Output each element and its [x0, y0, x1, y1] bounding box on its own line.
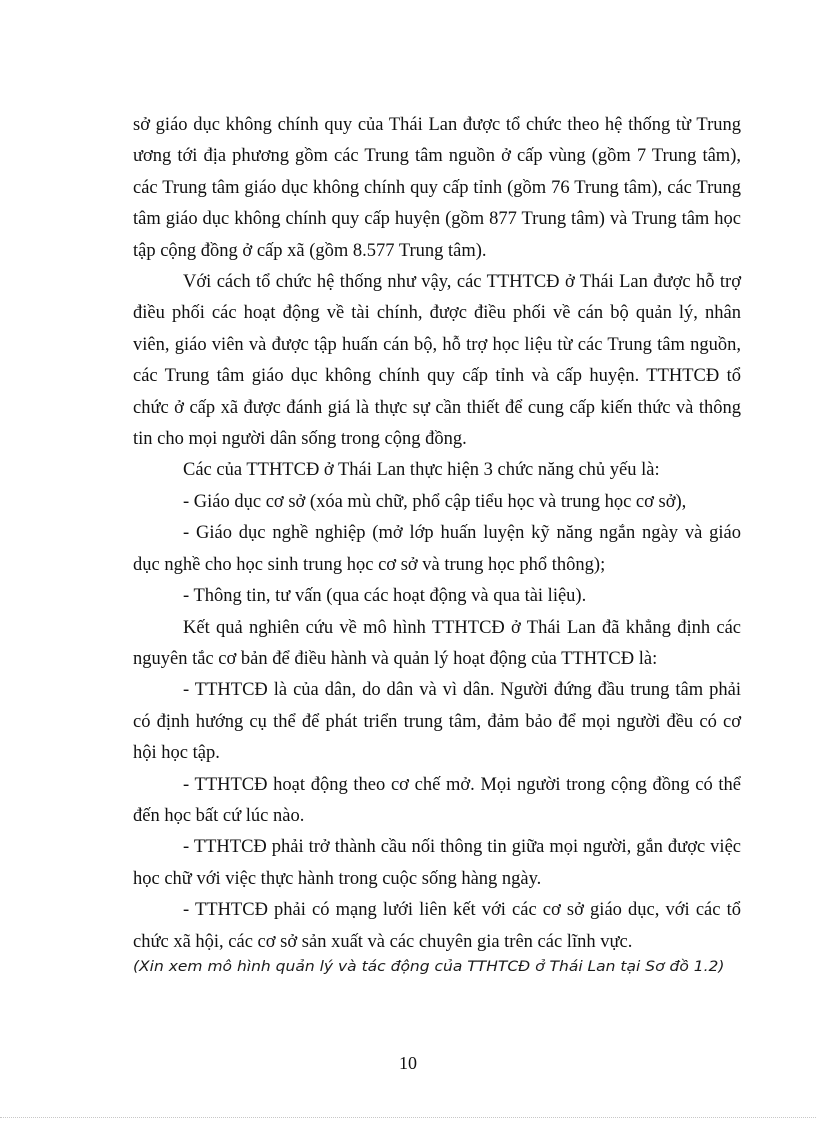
list-item-principle-bridge: - TTHTCĐ phải trở thành cầu nối thông tin giữa mọi người, gắn được việc học chữ với việc thực hành trong cuộc sống hàng ngày. [133, 837, 741, 889]
page-bottom-divider [0, 1117, 816, 1118]
list-item-principle-open: - TTHTCĐ hoạt động theo cơ chế mở. Mọi người trong cộng đồng có thể đến học bất cứ lúc nào. [133, 774, 741, 826]
paragraph-functions-intro: Các của TTHTCĐ ở Thái Lan thực hiện 3 chức năng chủ yếu là: [183, 460, 660, 481]
list-item-information-counseling: - Thông tin, tư vấn (qua các hoạt động và qua tài liệu). [183, 586, 587, 607]
list-item-basic-education: - Giáo dục cơ sở (xóa mù chữ, phổ cập tiểu học và trung học cơ sở), [183, 491, 687, 512]
body-text [133, 110, 741, 976]
figure-reference-caption: (Xin xem mô hình quản lý và tác động của TTHTCĐ ở Thái Lan tại Sơ đồ 1.2) [133, 957, 725, 975]
page-number: 10 [399, 1053, 417, 1073]
list-item-principle-network: - TTHTCĐ phải có mạng lưới liên kết với các cơ sở giáo dục, với các tổ chức xã hội, các cơ sở sản xuất và các chuyên gia trên các lĩnh vực. [133, 900, 741, 952]
list-item-vocational-education: - Giáo dục nghề nghiệp (mở lớp huấn luyện kỹ năng ngắn ngày và giáo dục nghề cho học sinh trung học cơ sở và trung học phổ thông); [133, 523, 741, 575]
paragraph-principles-intro: Kết quả nghiên cứu về mô hình TTHTCĐ ở Thái Lan đã khẳng định các nguyên tắc cơ bản để điều hành và quản lý hoạt động của TTHTCĐ là: [133, 617, 741, 669]
paragraph-system-structure: sở giáo dục không chính quy của Thái Lan được tổ chức theo hệ thống từ Trung ương tới địa phương gồm các Trung tâm nguồn ở cấp vùng (gồm 7 Trung tâm), các Trung tâm giáo dục không chính quy cấp tỉnh (gồm 76 Trung tâm), các Trung tâm giáo dục không chính quy cấp huyện (gồm 877 Trung tâm) và Trung tâm học tập cộng đồng ở cấp xã (gồm 8.577 Trung tâm). [133, 115, 741, 261]
list-item-principle-people: - TTHTCĐ là của dân, do dân và vì dân. Người đứng đầu trung tâm phải có định hướng cụ thể để phát triển trung tâm, đảm bảo để mọi người đều có cơ hội học tập. [133, 680, 741, 764]
paragraph-coordination: Với cách tổ chức hệ thống như vậy, các TTHTCĐ ở Thái Lan được hỗ trợ điều phối các hoạt động về tài chính, được điều phối về cán bộ quản lý, nhân viên, giáo viên và được tập huấn cán bộ, hỗ trợ học liệu từ các Trung tâm nguồn, các Trung tâm giáo dục không chính quy cấp tỉnh và cấp huyện. TTHTCĐ tổ chức ở cấp xã được đánh giá là thực sự cần thiết để cung cấp kiến thức và thông tin cho mọi người dân sống trong cộng đồng. [133, 272, 741, 450]
